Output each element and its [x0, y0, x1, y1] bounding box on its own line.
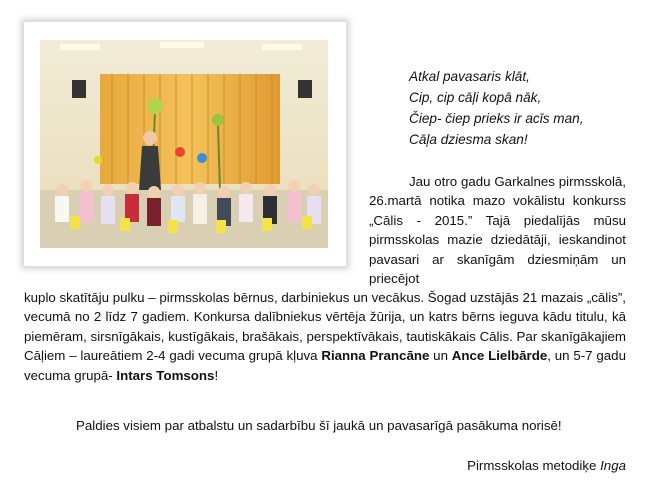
article-intro — [369, 172, 626, 288]
thanks-text: Paldies visiem par atbalstu un sadarbību šī jaukā un pavasarīgā pasākuma norisē! — [76, 418, 562, 433]
article-body — [24, 288, 626, 385]
signature-role: Pirmsskolas metodiķe — [467, 458, 601, 473]
article-intro-text: Jau otro gadu Garkalnes pirmsskolā, 26.martā notika mazo vokālistu konkurss „Cālis - 2015.” Tajā piedalījās mūsu pirmsskolas mazie dziedātāji, ieskandinot pavasari ar skanīgām dziesmiņām un priecējot — [369, 174, 626, 287]
article-ending: ! — [214, 367, 219, 383]
group-photo — [40, 40, 328, 248]
photo-frame — [24, 22, 346, 266]
article-body-text: kuplo skatītāju pulku – pirmsskolas bērnus, darbiniekus un vecākus. Šogad uzstājās 21 mazais „cālis”, vecumā no 2 līdz 7 gadiem. Konkursa dalībniekus vērtēja žūrija, un katrs bērns ieguva kādu titulu, kā piemēram, sirsnīgākais, kustīgākais, brašākais, perspektīvākais, tautiskākais Cālis. Par skanīgākajiem Cāļiem – laureātiem 2-4 gadi vecuma grupā kļuva — [24, 290, 626, 364]
article-joiner: un — [429, 348, 452, 364]
signature-name: Inga — [600, 458, 626, 473]
winner-name: Rianna Prancāne — [321, 348, 430, 364]
group-photo-icon — [40, 40, 328, 248]
signature — [467, 456, 626, 475]
poem-line: Cāļa dziesma skan! — [409, 132, 528, 147]
poem — [409, 66, 641, 150]
poem-line: Cip, cip cāļi kopā nāk, — [409, 90, 542, 105]
winner-name: Ance Lielbārde — [451, 348, 548, 364]
winner-name: Intars Tomsons — [116, 367, 215, 383]
thanks-paragraph — [24, 416, 626, 435]
article-joiner: , un 5-7 gadu vecuma grupā- — [24, 348, 626, 383]
poem-line: Čiep- čiep prieks ir acīs man, — [409, 111, 584, 126]
poem-line: Atkal pavasaris klāt, — [409, 69, 530, 84]
